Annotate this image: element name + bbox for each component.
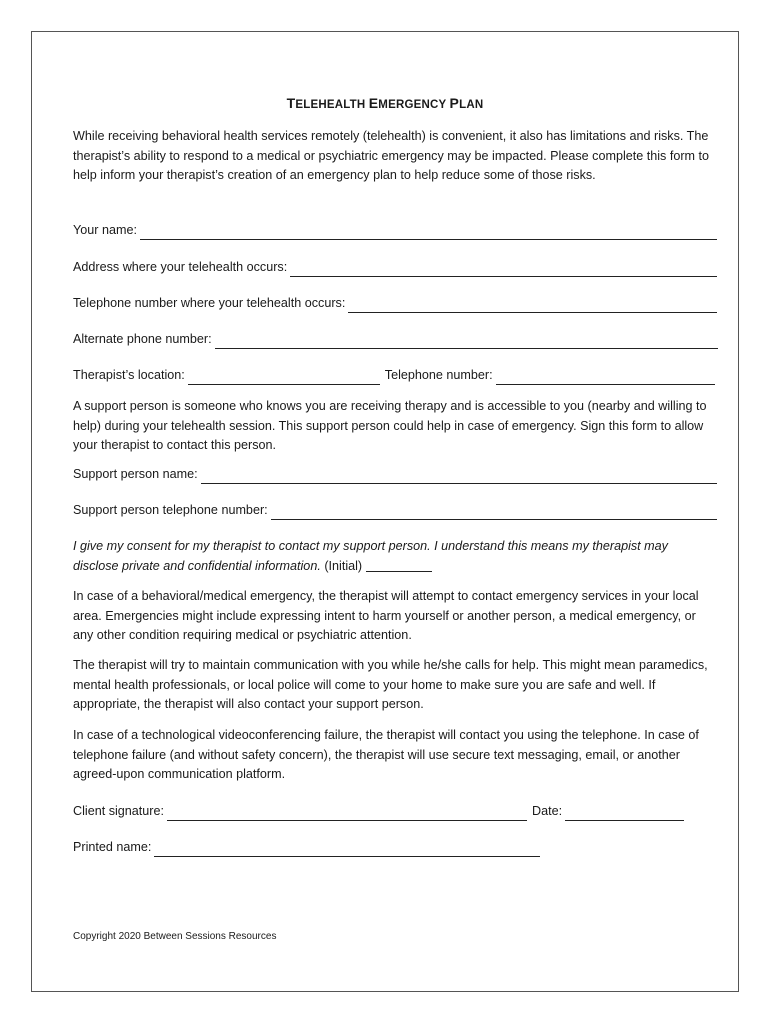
therapist-telephone-label: Telephone number: bbox=[384, 368, 493, 382]
printed-name-row bbox=[73, 837, 540, 857]
consent-paragraph bbox=[73, 537, 673, 576]
your-name-label: Your name: bbox=[73, 223, 137, 237]
telephone-row bbox=[73, 293, 717, 313]
printed-name-field[interactable] bbox=[154, 842, 540, 857]
support-phone-field[interactable] bbox=[271, 505, 717, 520]
support-phone-row bbox=[73, 500, 717, 520]
communication-paragraph: The therapist will try to maintain communication with you while he/she calls for help. This might mean paramedics, mental health professionals, or local police will come to your home to make sure you are safe and well. If appropriate, the therapist will also contact your support person. bbox=[73, 658, 708, 711]
form-page bbox=[31, 31, 739, 992]
intro-paragraph: While receiving behavioral health services remotely (telehealth) is convenient, it also has limitations and risks. The therapist’s ability to respond to a medical or psychiatric emergency may be impacted. Please complete this form to help inform your therapist’s creation of an emergency plan to help reduce some of those risks. bbox=[73, 129, 710, 182]
alternate-phone-field[interactable] bbox=[215, 334, 718, 349]
therapist-telephone-field[interactable] bbox=[496, 370, 715, 385]
support-phone-label: Support person telephone number: bbox=[73, 503, 268, 517]
date-label: Date: bbox=[532, 804, 563, 818]
emergency-paragraph: In case of a behavioral/medical emergency, the therapist will attempt to contact emergency services in your local area. Emergencies might include expressing intent to harm yourself or another person, a medical emergency, or any other condition requiring medical or psychiatric attention. bbox=[73, 589, 699, 642]
support-name-field[interactable] bbox=[201, 469, 717, 484]
support-name-label: Support person name: bbox=[73, 467, 198, 481]
telephone-field[interactable] bbox=[348, 298, 717, 313]
support-name-row bbox=[73, 464, 717, 484]
support-intro-paragraph: A support person is someone who knows you are receiving therapy and is accessible to you (nearby and willing to help) during your telehealth session. This support person could help in case of emergency. Sign this form to allow your therapist to contact this person. bbox=[73, 399, 707, 452]
your-name-field[interactable] bbox=[140, 225, 717, 240]
initial-field[interactable] bbox=[366, 557, 432, 572]
therapist-location-field[interactable] bbox=[188, 370, 380, 385]
date-field[interactable] bbox=[565, 806, 684, 821]
copyright-footer: Copyright 2020 Between Sessions Resources bbox=[73, 931, 277, 942]
your-name-row bbox=[73, 220, 717, 240]
alternate-phone-row bbox=[73, 329, 718, 349]
page-title: TELEHEALTH EMERGENCY PLAN bbox=[286, 95, 484, 111]
initial-label: (Initial) bbox=[324, 558, 363, 573]
signature-row bbox=[73, 801, 684, 821]
therapist-location-label: Therapist’s location: bbox=[73, 368, 185, 382]
address-row bbox=[73, 257, 717, 277]
consent-text: I give my consent for my therapist to contact my support person. I understand this means my therapist may disclose private and confidential information. bbox=[73, 539, 668, 573]
client-signature-field[interactable] bbox=[167, 806, 527, 821]
tech-failure-paragraph: In case of a technological videoconferencing failure, the therapist will contact you using the telephone. In case of telephone failure (and without safety concern), the therapist will use secure text messaging, email, or another agreed-upon communication platform. bbox=[73, 728, 699, 781]
printed-name-label: Printed name: bbox=[73, 840, 152, 854]
client-signature-label: Client signature: bbox=[73, 804, 165, 818]
address-label: Address where your telehealth occurs: bbox=[73, 260, 288, 274]
alternate-phone-label: Alternate phone number: bbox=[73, 332, 212, 346]
telephone-label: Telephone number where your telehealth occurs: bbox=[73, 296, 346, 310]
therapist-row bbox=[73, 365, 715, 385]
address-field[interactable] bbox=[290, 262, 717, 277]
